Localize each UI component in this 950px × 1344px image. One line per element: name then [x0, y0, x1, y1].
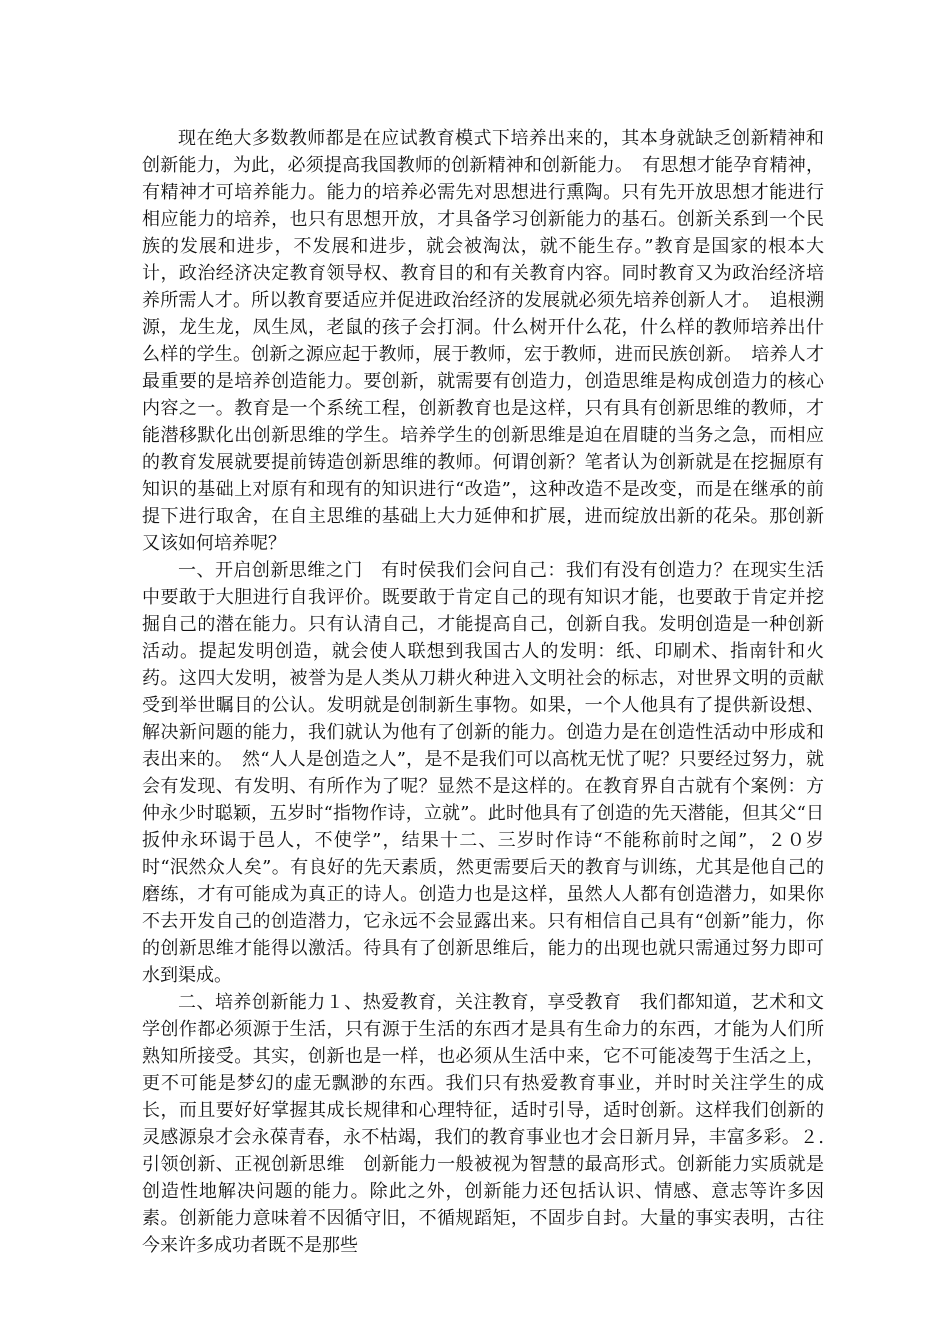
paragraph-intro: 现在绝大多数教师都是在应试教育模式下培养出来的，其本身就缺乏创新精神和创新能力，为此，必须提高我国教师的创新精神和创新能力。 有思想才能孕育精神，有精神才可培养能力。能力的培养必需先对思想进行熏陶。只有先开放思想才能进行相应能力的培养，也只有思想开放，才具备学习创新能力的基石。创新关系到一个民族的发展和进步，不发展和进步，就会被淘汰，就不能生存。”教育是国家的根本大计，政治经济决定教育领导权、教育目的和有关教育内容。同时教育又为政治经济培养所需人才。所以教育要适应并促进政治经济的发展就必须先培养创新人才。 追根溯源，龙生龙，凤生凤，老鼠的孩子会打洞。什么树开什么花，什么样的教师培养出什么样的学生。创新之源应起于教师，展于教师，宏于教师，进而民族创新。 培养人才最重要的是培养创造能力。要创新，就需要有创造力，创造思维是构成创造力的核心内容之一。教育是一个系统工程，创新教育也是这样，只有具有创新思维的教师，才能潜移默化出创新思维的学生。培养学生的创新思维是迫在眉睫的当务之急，而相应的教育发展就要提前铸造创新思维的教师。何谓创新？笔者认为创新就是在挖掘原有知识的基础上对原有和现有的知识进行“改造”，这种改造不是改变，而是在继承的前提下进行取舍，在自主思维的基础上大力延伸和扩展，进而绽放出新的花朵。那创新又该如何培养呢？: [142, 128, 824, 554]
paragraph-section-two: 二、培养创新能力１、热爱教育，关注教育，享受教育 我们都知道，艺术和文学创作都必须源于生活，只有源于生活的东西才是具有生命力的东西，才能为人们所熟知所接受。其实，创新也是一样，也必须从生活中来，它不可能凌驾于生活之上，更不可能是梦幻的虚无飘渺的东西。我们只有热爱教育事业，并时时关注学生的成长，而且要好好掌握其成长规律和心理特征，适时引导，适时创新。这样我们创新的灵感源泉才会永葆青春，永不枯竭，我们的教育事业也才会日新月异，丰富多彩。２.引领创新、正视创新思维 创新能力一般被视为智慧的最高形式。创新能力实质就是创造性地解决问题的能力。除此之外，创新能力还包括认识、情感、意志等许多因素。创新能力意味着不因循守旧，不循规蹈矩，不固步自封。大量的事实表明，古往今来许多成功者既不是那些: [142, 992, 824, 1256]
document-body: [142, 125, 824, 1259]
paragraph-section-one: 一、开启创新思维之门 有时侯我们会问自己：我们有没有创造力？在现实生活中要敢于大胆进行自我评价。既要敢于肯定自己的现有知识才能，也要敢于肯定并挖掘自己的潜在能力。只有认清自己，才能提高自己，创新自我。发明创造是一种创新活动。提起发明创造，就会使人联想到我国古人的发明：纸、印刷术、指南针和火药。这四大发明，被誉为是人类从刀耕火种进入文明社会的标志，对世界文明的贡献受到举世瞩目的公认。发明就是创制新生事物。如果，一个人他具有了提供新设想、解决新问题的能力，我们就认为他有了创新的能力。创造力是在创造性活动中形成和表出来的。 然“人人是创造之人”，是不是我们可以高枕无忧了呢？只要经过努力，就会有发现、有发明、有所作为了呢？显然不是这样的。在教育界自古就有个案例：方仲永少时聪颖，五岁时“指物作诗，立就”。此时他具有了创造的先天潜能，但其父“日扳仲永环谒于邑人，不使学”，结果十二、三岁时作诗“不能称前时之闻”，２０岁时“泯然众人矣”。有良好的先天素质，然更需要后天的教育与训练，尤其是他自己的磨练，才有可能成为真正的诗人。创造力也是这样，虽然人人都有创造潜力，如果你不去开发自己的创造潜力，它永远不会显露出来。只有相信自己具有“创新”能力，你的创新思维才能得以激活。待具有了创新思维后，能力的出现也就只需通过努力即可水到渠成。: [142, 560, 824, 986]
